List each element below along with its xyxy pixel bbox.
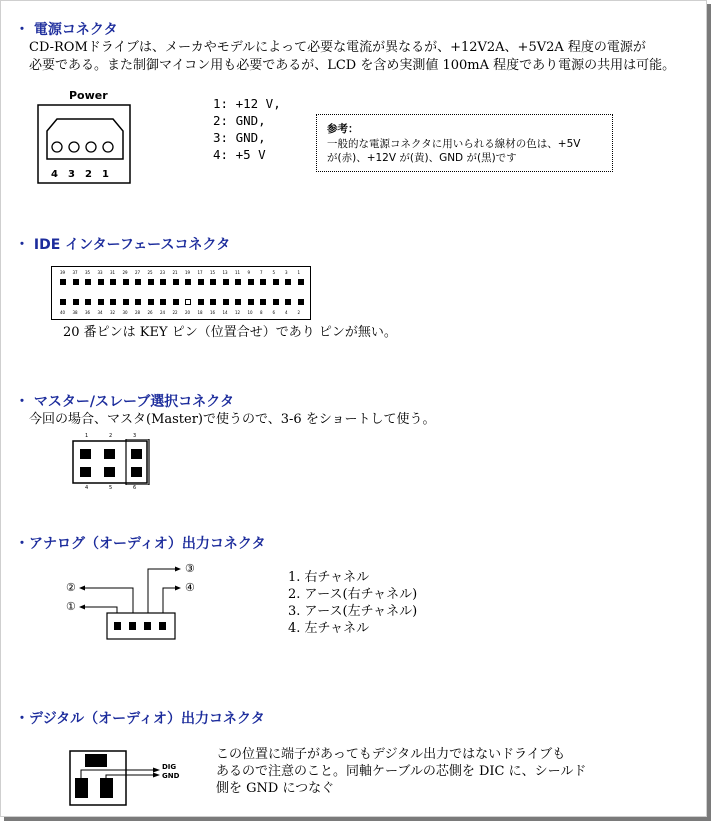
ide-pin	[235, 299, 241, 305]
ide-pin	[210, 279, 216, 285]
ide-pin	[198, 299, 204, 305]
analog-heading: ・アナログ（オーディオ）出力コネクタ	[15, 536, 266, 552]
digital-label-gnd: GND	[162, 772, 180, 780]
analog-item-list	[288, 569, 417, 637]
digital-desc-line3: 側を GND につなぐ	[216, 781, 335, 796]
note-title: 参考：	[327, 123, 359, 135]
ide-pin	[73, 299, 79, 305]
ide-pin-number: 19	[185, 270, 191, 275]
power-pin-number: 2	[85, 169, 92, 180]
power-pin-list	[213, 95, 281, 163]
power-pin-item: 2: GND,	[213, 113, 266, 128]
ide-pin-number: 11	[235, 270, 241, 275]
ide-pin	[148, 279, 154, 285]
jumper-pin-number: 4	[85, 485, 89, 491]
jumper-pin-number: 1	[85, 433, 89, 439]
ide-top-row-numbers	[52, 270, 310, 276]
power-diagram-label: Power	[69, 89, 108, 102]
ide-pin-number: 35	[85, 270, 91, 275]
ide-pin-number: 10	[247, 310, 253, 315]
analog-marker-2: ②	[66, 581, 76, 594]
ide-pin-number: 32	[110, 310, 116, 315]
ide-pin	[223, 279, 229, 285]
ide-top-row-pins	[52, 279, 310, 287]
ide-pin-number: 6	[272, 310, 276, 315]
ide-pin-number: 21	[172, 270, 178, 275]
ide-pin-number: 18	[197, 310, 203, 315]
analog-marker-4: ④	[185, 581, 195, 594]
jumper-pin-number: 2	[109, 433, 113, 439]
ide-pin	[273, 279, 279, 285]
ide-pin-number: 16	[210, 310, 216, 315]
ide-pin	[148, 299, 154, 305]
analog-item: 3. アース(左チャネル)	[288, 604, 418, 619]
ide-pin	[160, 299, 166, 305]
ide-connector-diagram	[51, 266, 311, 320]
ide-pin-number: 34	[97, 310, 103, 315]
ide-pin	[85, 299, 91, 305]
ide-key-pin	[185, 299, 191, 305]
ide-pin-number: 5	[272, 270, 276, 275]
digital-desc-line2: あるので注意のこと。同軸ケーブルの芯側を DIC に、シールド	[216, 764, 587, 779]
ide-pin-number: 22	[172, 310, 178, 315]
ide-pin	[135, 299, 141, 305]
ide-pin-number: 4	[285, 310, 288, 315]
ide-pin	[98, 299, 104, 305]
note-line2: が(赤)、+12V が(黄)、GND が(黒)です	[327, 152, 517, 164]
ide-pin	[60, 299, 66, 305]
ide-pin	[160, 279, 166, 285]
jumper-drawing	[69, 439, 159, 485]
master-slave-heading: ・ マスター/スレーブ選択コネクタ	[15, 394, 235, 410]
ide-pin-number: 27	[135, 270, 141, 275]
ide-pin-number: 17	[197, 270, 203, 275]
ide-pin-number: 40	[60, 310, 66, 315]
note-line1: 一般的な電源コネクタに用いられる線材の色は、+5V	[327, 138, 581, 150]
ide-pin	[185, 279, 191, 285]
ide-pin	[223, 299, 229, 305]
analog-item: 4. 左チャネル	[288, 621, 370, 636]
ide-pin-number: 7	[260, 270, 263, 275]
power-pin-item: 3: GND,	[213, 130, 266, 145]
ide-pin-number: 33	[97, 270, 103, 275]
analog-connector-diagram	[63, 561, 213, 643]
ide-pin-number: 15	[210, 270, 216, 275]
jumper-pin-number: 5	[109, 485, 113, 491]
power-pin-number: 1	[102, 169, 109, 180]
digital-label-dig: DIG	[162, 763, 177, 771]
power-pin-item: 1: +12 V,	[213, 96, 281, 111]
ide-pin-number: 23	[160, 270, 166, 275]
ide-pin	[235, 279, 241, 285]
power-connector-diagram	[35, 87, 145, 187]
ide-pin-number: 29	[122, 270, 128, 275]
ide-pin	[273, 299, 279, 305]
digital-desc	[216, 746, 586, 797]
jumper-diagram	[69, 433, 159, 493]
ide-pin	[98, 279, 104, 285]
ide-pin	[248, 279, 254, 285]
ide-pin	[110, 299, 116, 305]
power-note-box	[316, 114, 613, 172]
ide-pin-number: 38	[72, 310, 78, 315]
ide-pin-number: 13	[222, 270, 228, 275]
ide-pin	[135, 279, 141, 285]
ide-pin-number: 39	[60, 270, 66, 275]
jumper-pin-number: 6	[133, 485, 137, 491]
ide-pin-number: 8	[260, 310, 263, 315]
analog-item: 1. 右チャネル	[288, 570, 370, 585]
analog-marker-3: ③	[185, 562, 195, 575]
ide-pin-number: 31	[110, 270, 116, 275]
ide-pin-number: 14	[222, 310, 228, 315]
ide-pin	[123, 299, 129, 305]
ide-pin-number: 24	[160, 310, 166, 315]
ide-pin-number: 9	[247, 270, 251, 275]
ide-pin	[285, 299, 291, 305]
ide-bottom-row-pins	[52, 299, 310, 307]
power-desc-line2: 必要である。また制御マイコン用も必要であるが、LCD を含め実測値 100mA 程度であり電源の共用は可能。	[29, 58, 676, 73]
power-desc-line1: CD-ROMドライブは、メーカやモデルによって必要な電流が異なるが、+12V2A、+5V2A 程度の電源が	[29, 40, 646, 55]
analog-item: 2. アース(右チャネル)	[288, 587, 418, 602]
ide-pin	[248, 299, 254, 305]
ide-pin-number: 26	[147, 310, 153, 315]
ide-pin-number: 36	[85, 310, 91, 315]
ide-key-pin-note: 20 番ピンは KEY ピン（位置合せ）であり ピンが無い。	[63, 325, 397, 340]
ide-pin	[123, 279, 129, 285]
ide-bottom-row-numbers	[52, 310, 310, 316]
ide-pin	[85, 279, 91, 285]
ide-pin-number: 28	[135, 310, 141, 315]
power-heading: ・ 電源コネクタ	[15, 22, 118, 38]
ide-pin	[285, 279, 291, 285]
ide-pin-number: 30	[122, 310, 128, 315]
ide-pin-number: 3	[285, 270, 288, 275]
jumper-pin-number: 3	[133, 433, 137, 439]
digital-connector-diagram	[67, 746, 197, 808]
ide-pin	[198, 279, 204, 285]
master-slave-desc: 今回の場合、マスタ(Master)で使うので、3-6 をショートして使う。	[29, 412, 436, 427]
ide-pin	[210, 299, 216, 305]
ide-heading: ・ IDE インターフェースコネクタ	[15, 237, 231, 253]
digital-labels	[162, 763, 179, 781]
ide-pin	[73, 279, 79, 285]
ide-pin	[298, 279, 304, 285]
ide-pin-number: 12	[235, 310, 241, 315]
power-pin-item: 4: +5 V	[213, 147, 266, 162]
digital-desc-line1: この位置に端子があってもデジタル出力ではないドライブも	[216, 747, 566, 762]
analog-marker-1: ①	[66, 600, 76, 613]
ide-pin	[260, 299, 266, 305]
ide-pin-number: 25	[147, 270, 153, 275]
power-pin-number: 4	[51, 169, 58, 180]
digital-heading: ・デジタル（オーディオ）出力コネクタ	[15, 711, 265, 727]
ide-pin	[173, 279, 179, 285]
ide-pin	[60, 279, 66, 285]
ide-pin-number: 2	[297, 310, 301, 315]
ide-pin	[173, 299, 179, 305]
ide-pin	[110, 279, 116, 285]
ide-pin-number: 20	[185, 310, 191, 315]
ide-pin	[260, 279, 266, 285]
power-pin-numbers	[51, 169, 119, 180]
ide-pin-number: 1	[297, 270, 301, 275]
ide-pin-number: 37	[72, 270, 78, 275]
ide-pin	[298, 299, 304, 305]
power-pin-number: 3	[68, 169, 75, 180]
